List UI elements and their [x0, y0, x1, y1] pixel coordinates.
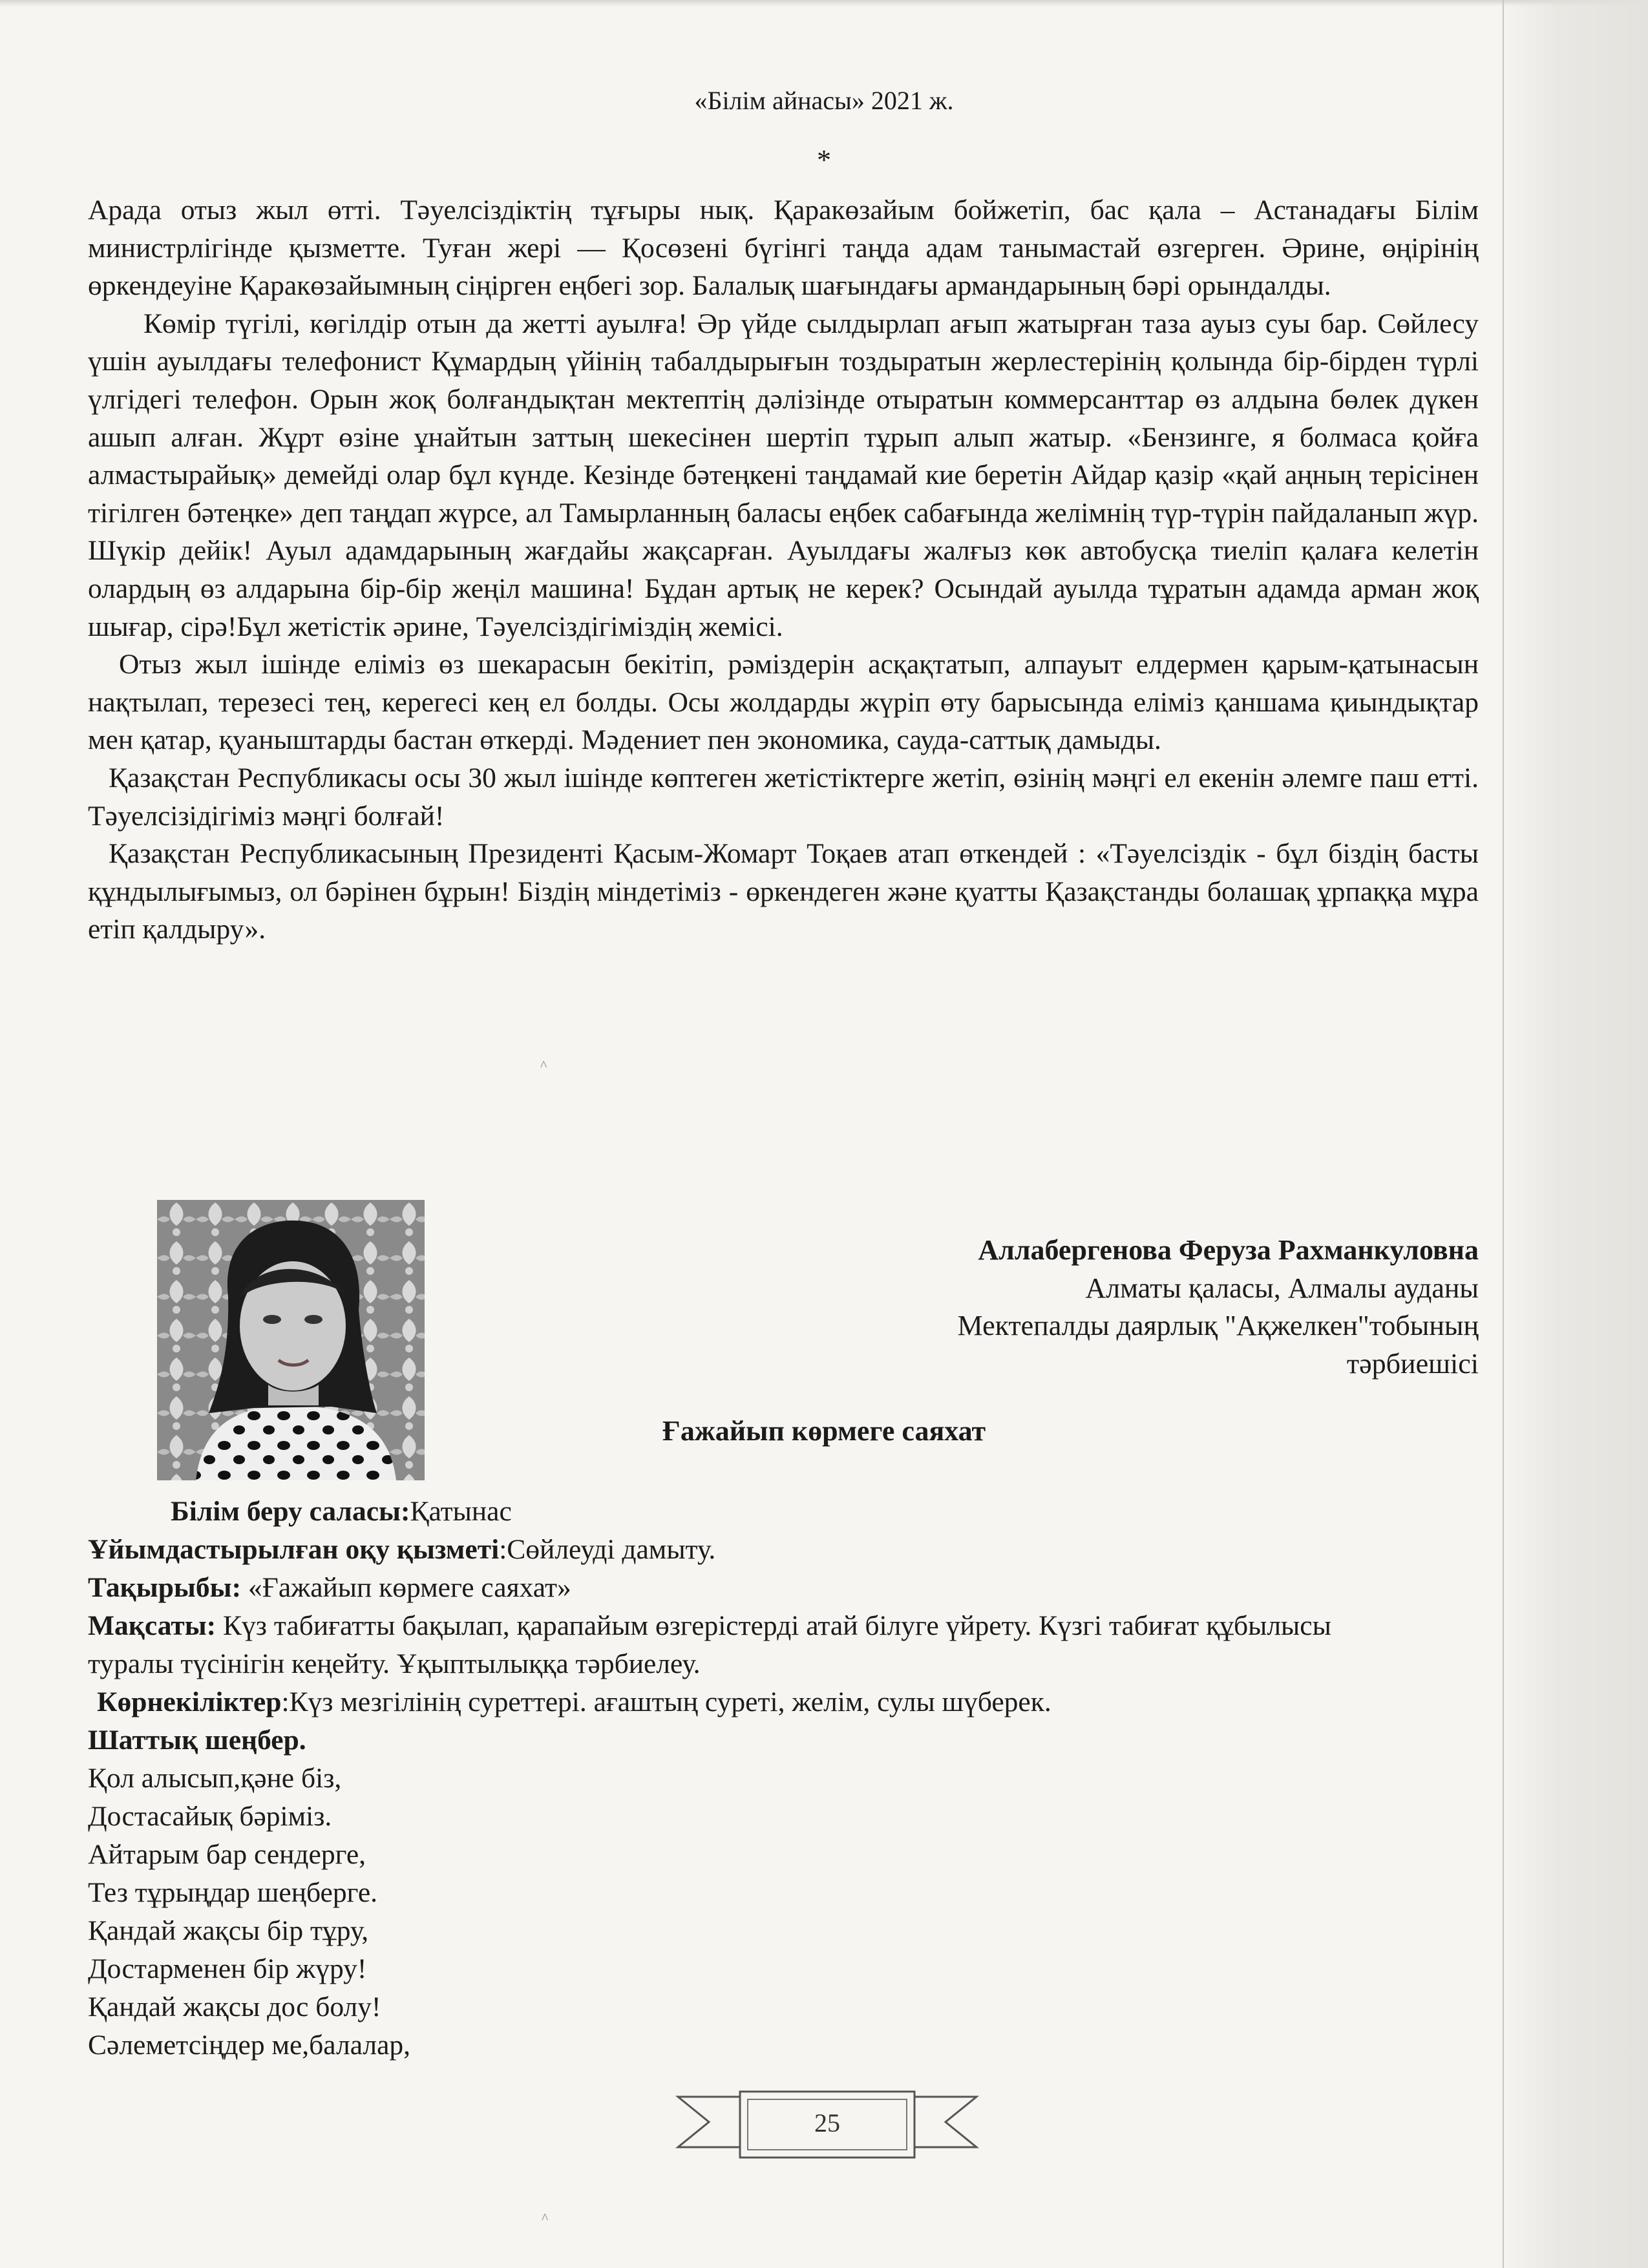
scan-edge-line: [1503, 0, 1504, 2268]
scan-mark: ^: [540, 1057, 547, 1073]
field-label: Көрнекіліктер: [97, 1686, 282, 1717]
field-label: Білім беру саласы:: [171, 1496, 410, 1527]
article-body: [88, 191, 1479, 949]
poem-line: Достарменен бір жүру!: [88, 1953, 367, 1984]
author-location: Алматы қаласы, Алмалы ауданы: [1085, 1272, 1479, 1304]
field-label: Тақырыбы:: [88, 1572, 242, 1603]
page-number-ribbon: [675, 2090, 979, 2168]
field-label: Ұйымдастырылған оқу қызметі: [88, 1534, 500, 1565]
section-separator: *: [817, 144, 831, 176]
lesson-field-goal: [88, 1607, 1400, 1683]
poem-line: Қандай жақсы бір тұру,: [88, 1915, 369, 1946]
lesson-field-topic: [88, 1569, 1479, 1607]
author-block: [703, 1232, 1479, 1383]
article-paragraph: Қазақстан Республикасы осы 30 жыл ішінде көптеген жетістіктерге жетіп, өзінің мәңгі ел екенін әлемге паш етті. Тәуелсізідігіміз мәңгі болғай!: [88, 762, 1479, 832]
article-paragraph: Қазақстан Республикасының Президенті Қасым-Жомарт Тоқаев атап өткендей : «Тәуелсіздік - бұл біздің басты құндылығымыз, ол бәрінен бұрын! Біздің міндетіміз - өркендеген және қуатты Қазақстанды болашақ ұрпаққа мұра етіп қалдыру».: [88, 838, 1479, 945]
poem-line: Қандай жақсы дос болу!: [88, 1991, 381, 2022]
author-name: Аллабергенова Феруза Рахманкуловна: [978, 1234, 1479, 1266]
field-label: Мақсаты:: [88, 1610, 217, 1641]
poem-line: Қол алысып,қәне біз,: [88, 1763, 342, 1794]
lesson-title: Ғажайып көрмеге саяхат: [662, 1415, 986, 1447]
field-value: :Сөйлеуді дамыту.: [499, 1534, 716, 1565]
lesson-plan: [88, 1493, 1479, 2064]
field-value: Күз табиғатты бақылап, қарапайым өзгерістерді атай білуге үйрету. Күзгі табиғат құбылысы туралы түсінігін кеңейту. Ұқыптылыққа тәрбиелеу.: [88, 1610, 1331, 1679]
scan-shadow-top: [0, 0, 1648, 6]
page-number: 25: [814, 2108, 840, 2137]
article-paragraph: Көмір түгілі, көгілдір отын да жетті ауылға! Әр үйде сылдырлап ағып жатырған таза ауыз суы бар. Сөйлесу үшін ауылдағы телефонист Құмардың үйінің табалдырығын тоздыратын жерлестерінің қолында бір-бірден түрлі үлгідегі телефон. Орын жоқ болғандықтан мектептің дәлізінде отыратын коммерсанттар өз алдына бөлек дүкен ашып алған. Жұрт өзіне ұнайтын заттың шекесінен шертіп тұрып алып жатыр. «Бензинге, я болмаса қойға алмастырайық» демейді олар бұл күнде. Кезінде бәтеңкені таңдамай кие беретін Айдар қазір «қай аңның терісінен тігілген бәтеңке» деп таңдап жүрсе, ал Тамырланның баласы еңбек сабағында желімнің түр-түрін пайдаланып жүр. Шүкір дейік! Ауыл адамдарының жағдайы жақсарған. Ауылдағы жалғыз көк автобусқа тиеліп қалаға келетін олардың өз алдарына бір-бір жеңіл машина! Бұдан артық не керек? Осындай ауылда тұратын адамда арман жоқ шығар, сірә!Бұл жетістік әрине, Тәуелсіздігіміздің жемісі.: [88, 308, 1479, 642]
scan-shadow-right: [1499, 0, 1648, 2268]
lesson-field-activity: [88, 1531, 1479, 1569]
author-position-cont: тәрбиешісі: [1346, 1347, 1479, 1380]
author-position: Мектепалды даярлық "Ақжелкен"тобының: [957, 1310, 1479, 1342]
lesson-field-area: [88, 1493, 1479, 1531]
article-paragraph: Арада отыз жыл өтті. Тәуелсіздіктің тұғыры нық. Қаракөзайым бойжетіп, бас қала – Астанадағы Білім министрлігінде қызметте. Туған жері — Қосөзені бүгінгі таңда адам танымастай өзгерген. Әрине, өңірінің өркендеуіне Қаракөзайымның сіңірген еңбегі зор. Балалық шағындағы армандарының бәрі орындалды.: [88, 194, 1479, 302]
field-value: «Ғажайып көрмеге саяхат»: [241, 1572, 571, 1603]
article-paragraph: Отыз жыл ішінде еліміз өз шекарасын бекітіп, рәміздерін асқақтатып, алпауыт елдермен қарым-қатынасын нақтылап, терезесі тең, керегесі кең ел болды. Осы жолдарды жүріп өту барысында еліміз қаншама қиындықтар мен қатар, қуаныштарды бастан өткерді. Мәдениет пен экономика, сауда-саттық дамыды.: [88, 649, 1479, 756]
poem-line: Достасайық бәріміз.: [88, 1801, 332, 1832]
field-value: Қатынас: [410, 1496, 512, 1527]
poem-line: Айтарым бар сендерге,: [88, 1839, 366, 1870]
poem-line: Сәлеметсіңдер ме,балалар,: [88, 2030, 411, 2061]
lesson-field-materials: [88, 1683, 1479, 1721]
journal-header: «Білім айнасы» 2021 ж.: [694, 86, 954, 115]
poem-line: Тез тұрыңдар шеңберге.: [88, 1877, 378, 1908]
scan-mark: ^: [542, 2210, 549, 2226]
field-value: :Күз мезгілінің суреттері. ағаштың суреті, желім, сулы шүберек.: [281, 1686, 1051, 1717]
section-heading: Шаттық шеңбер.: [88, 1725, 306, 1756]
